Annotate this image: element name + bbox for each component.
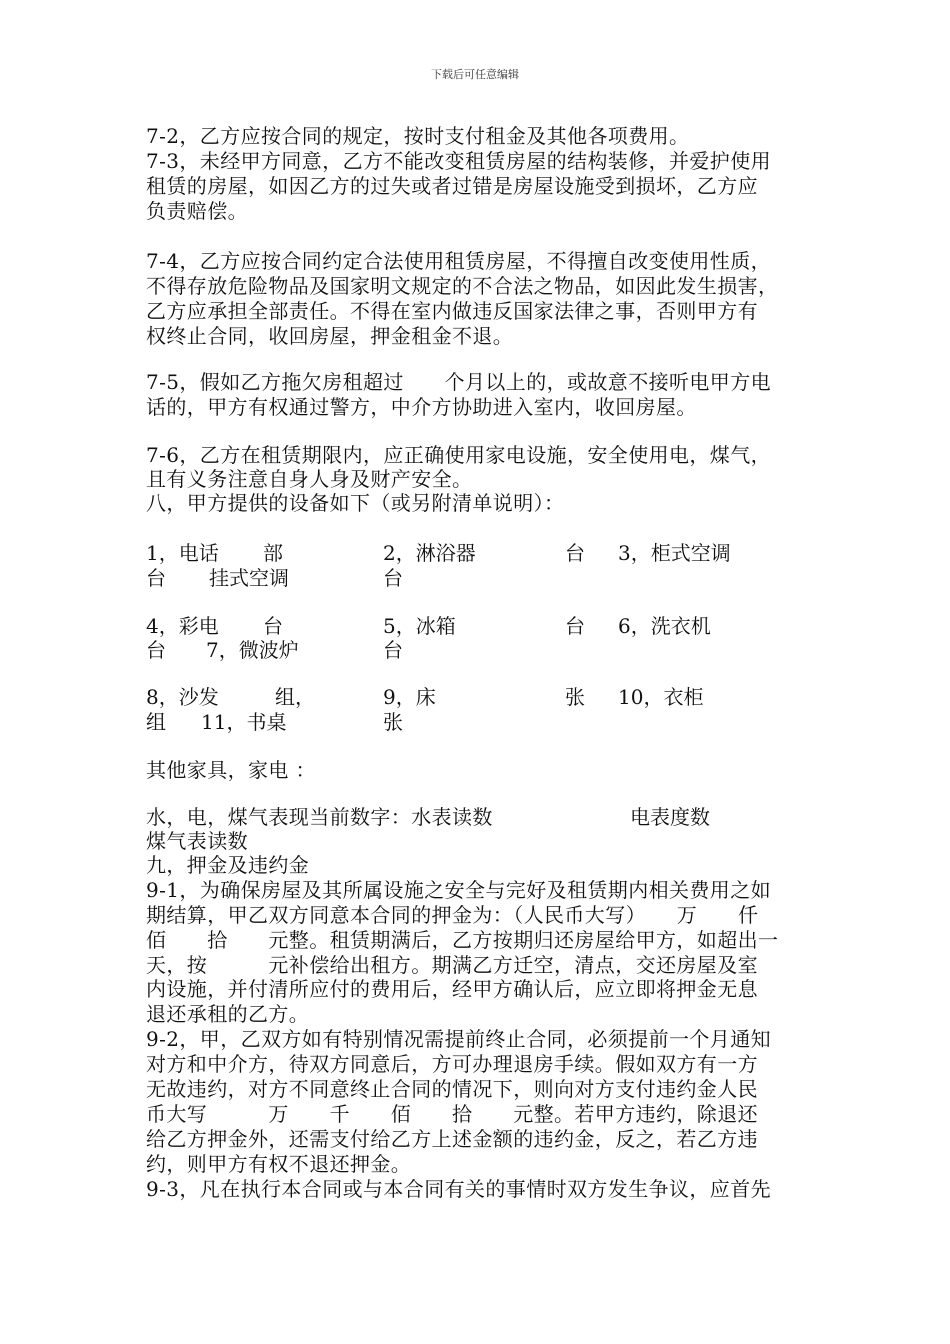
equipment-cell: 5，冰箱 [383, 614, 456, 638]
equipment-cell: 挂式空调 [209, 566, 289, 590]
section-9-heading: 九，押金及违约金 [146, 853, 310, 877]
clause-7-6-line2: 且有义务注意自身人身及财产安全。 [146, 467, 473, 491]
equipment-cell: 6，洗衣机 [618, 614, 711, 638]
equipment-cell: 11，书桌 [201, 710, 287, 734]
equipment-cell: 台 [565, 541, 585, 565]
equipment-cell: 组， [275, 685, 315, 709]
clause-7-4-line3: 乙方应承担全部责任。不得在室内做违反国家法律之事，否则甲方有 [146, 299, 758, 323]
equipment-cell: 9，床 [383, 685, 436, 709]
equipment-cell: 张 [565, 685, 585, 709]
other-furniture-line: 其他家具，家电 ： [146, 758, 316, 782]
clause-9-2-line4: 币大写 万 千 佰 拾 元整。若甲方违约，除退还 [146, 1102, 758, 1126]
clause-7-3-line1: 7-3，未经甲方同意，乙方不能改变租赁房屋的结构装修，并爱护使用 [146, 149, 772, 173]
clause-9-2-line2: 对方和中介方，待双方同意后，方可办理退房手续。假如双方有一方 [146, 1052, 758, 1076]
meter-readings-gas: 煤气表读数 [146, 829, 248, 853]
equipment-cell: 10，衣柜 [618, 685, 704, 709]
clause-7-3-line3: 负责赔偿。 [146, 199, 248, 223]
clause-9-1-line4: 天，按 元补偿给出租方。期满乙方迁空，清点，交还房屋及室 [146, 953, 758, 977]
equipment-cell: 3，柜式空调 [618, 541, 731, 565]
clause-9-1-line5: 内设施，并付清所应付的费用后，经甲方确认后，应立即将押金无息 [146, 977, 758, 1001]
clause-7-3-line2: 租赁的房屋，如因乙方的过失或者过错是房屋设施受到损坏，乙方应 [146, 174, 758, 198]
clause-7-4-line2: 不得存放危险物品及国家明文规定的不合法之物品，如因此发生损害， [146, 274, 779, 298]
equipment-cell: 台 [383, 638, 403, 662]
clause-9-3-line1: 9-3，凡在执行本合同或与本合同有关的事情时双方发生争议，应首先 [146, 1177, 772, 1201]
meter-readings-water: 水，电，煤气表现当前数字：水表读数 [146, 805, 493, 829]
equipment-cell: 台 [146, 566, 166, 590]
clause-7-5-line1: 7-5，假如乙方拖欠房租超过 个月以上的，或故意不接听电甲方电 [146, 370, 772, 394]
meter-readings-electric: 电表度数 [630, 805, 710, 829]
clause-9-2-line6: 约，则甲方有权不退还押金。 [146, 1152, 412, 1176]
section-8-heading: 八，甲方提供的设备如下（或另附清单说明）： [146, 491, 565, 515]
equipment-cell: 台 [383, 566, 403, 590]
equipment-cell: 台 [565, 614, 585, 638]
clause-7-4-line4: 权终止合同，收回房屋，押金租金不退。 [146, 324, 514, 348]
clause-9-1-line1: 9-1，为确保房屋及其所属设施之安全与完好及租赁期内相关费用之如 [146, 878, 772, 902]
clause-7-5-line2: 话的，甲方有权通过警方，中介方协助进入室内，收回房屋。 [146, 395, 697, 419]
equipment-cell: 2，淋浴器 [383, 541, 476, 565]
equipment-cell: 4，彩电 [146, 614, 219, 638]
equipment-cell: 部 [263, 541, 283, 565]
clause-7-6-line1: 7-6，乙方在租赁期限内，应正确使用家电设施，安全使用电，煤气， [146, 443, 772, 467]
clause-7-2: 7-2，乙方应按合同的规定，按时支付租金及其他各项费用。 [146, 124, 690, 148]
equipment-cell: 台 [146, 638, 166, 662]
clause-9-2-line3: 无故违约，对方不同意终止合同的情况下，则向对方支付违约金人民 [146, 1077, 758, 1101]
clause-7-4-line1: 7-4，乙方应按合同约定合法使用租赁房屋，不得擅自改变使用性质， [146, 249, 772, 273]
equipment-cell: 8，沙发 [146, 685, 219, 709]
equipment-cell: 1，电话 [146, 541, 219, 565]
clause-9-1-line6: 退还承租的乙方。 [146, 1002, 310, 1026]
equipment-cell: 7，微波炉 [206, 638, 299, 662]
clause-9-2-line5: 给乙方押金外，还需支付给乙方上述金额的违约金，反之，若乙方违 [146, 1127, 758, 1151]
clause-9-2-line1: 9-2，甲，乙双方如有特别情况需提前终止合同，必须提前一个月通知 [146, 1027, 772, 1051]
page-header-note: 下载后可任意编辑 [431, 68, 519, 81]
equipment-cell: 组 [146, 710, 166, 734]
clause-9-1-line3: 佰 拾 元整。租赁期满后，乙方按期归还房屋给甲方，如超出一 [146, 928, 779, 952]
equipment-cell: 台 [263, 614, 283, 638]
clause-9-1-line2: 期结算，甲乙双方同意本合同的押金为：（人民币大写） 万 仟 [146, 903, 759, 927]
equipment-cell: 张 [383, 710, 403, 734]
